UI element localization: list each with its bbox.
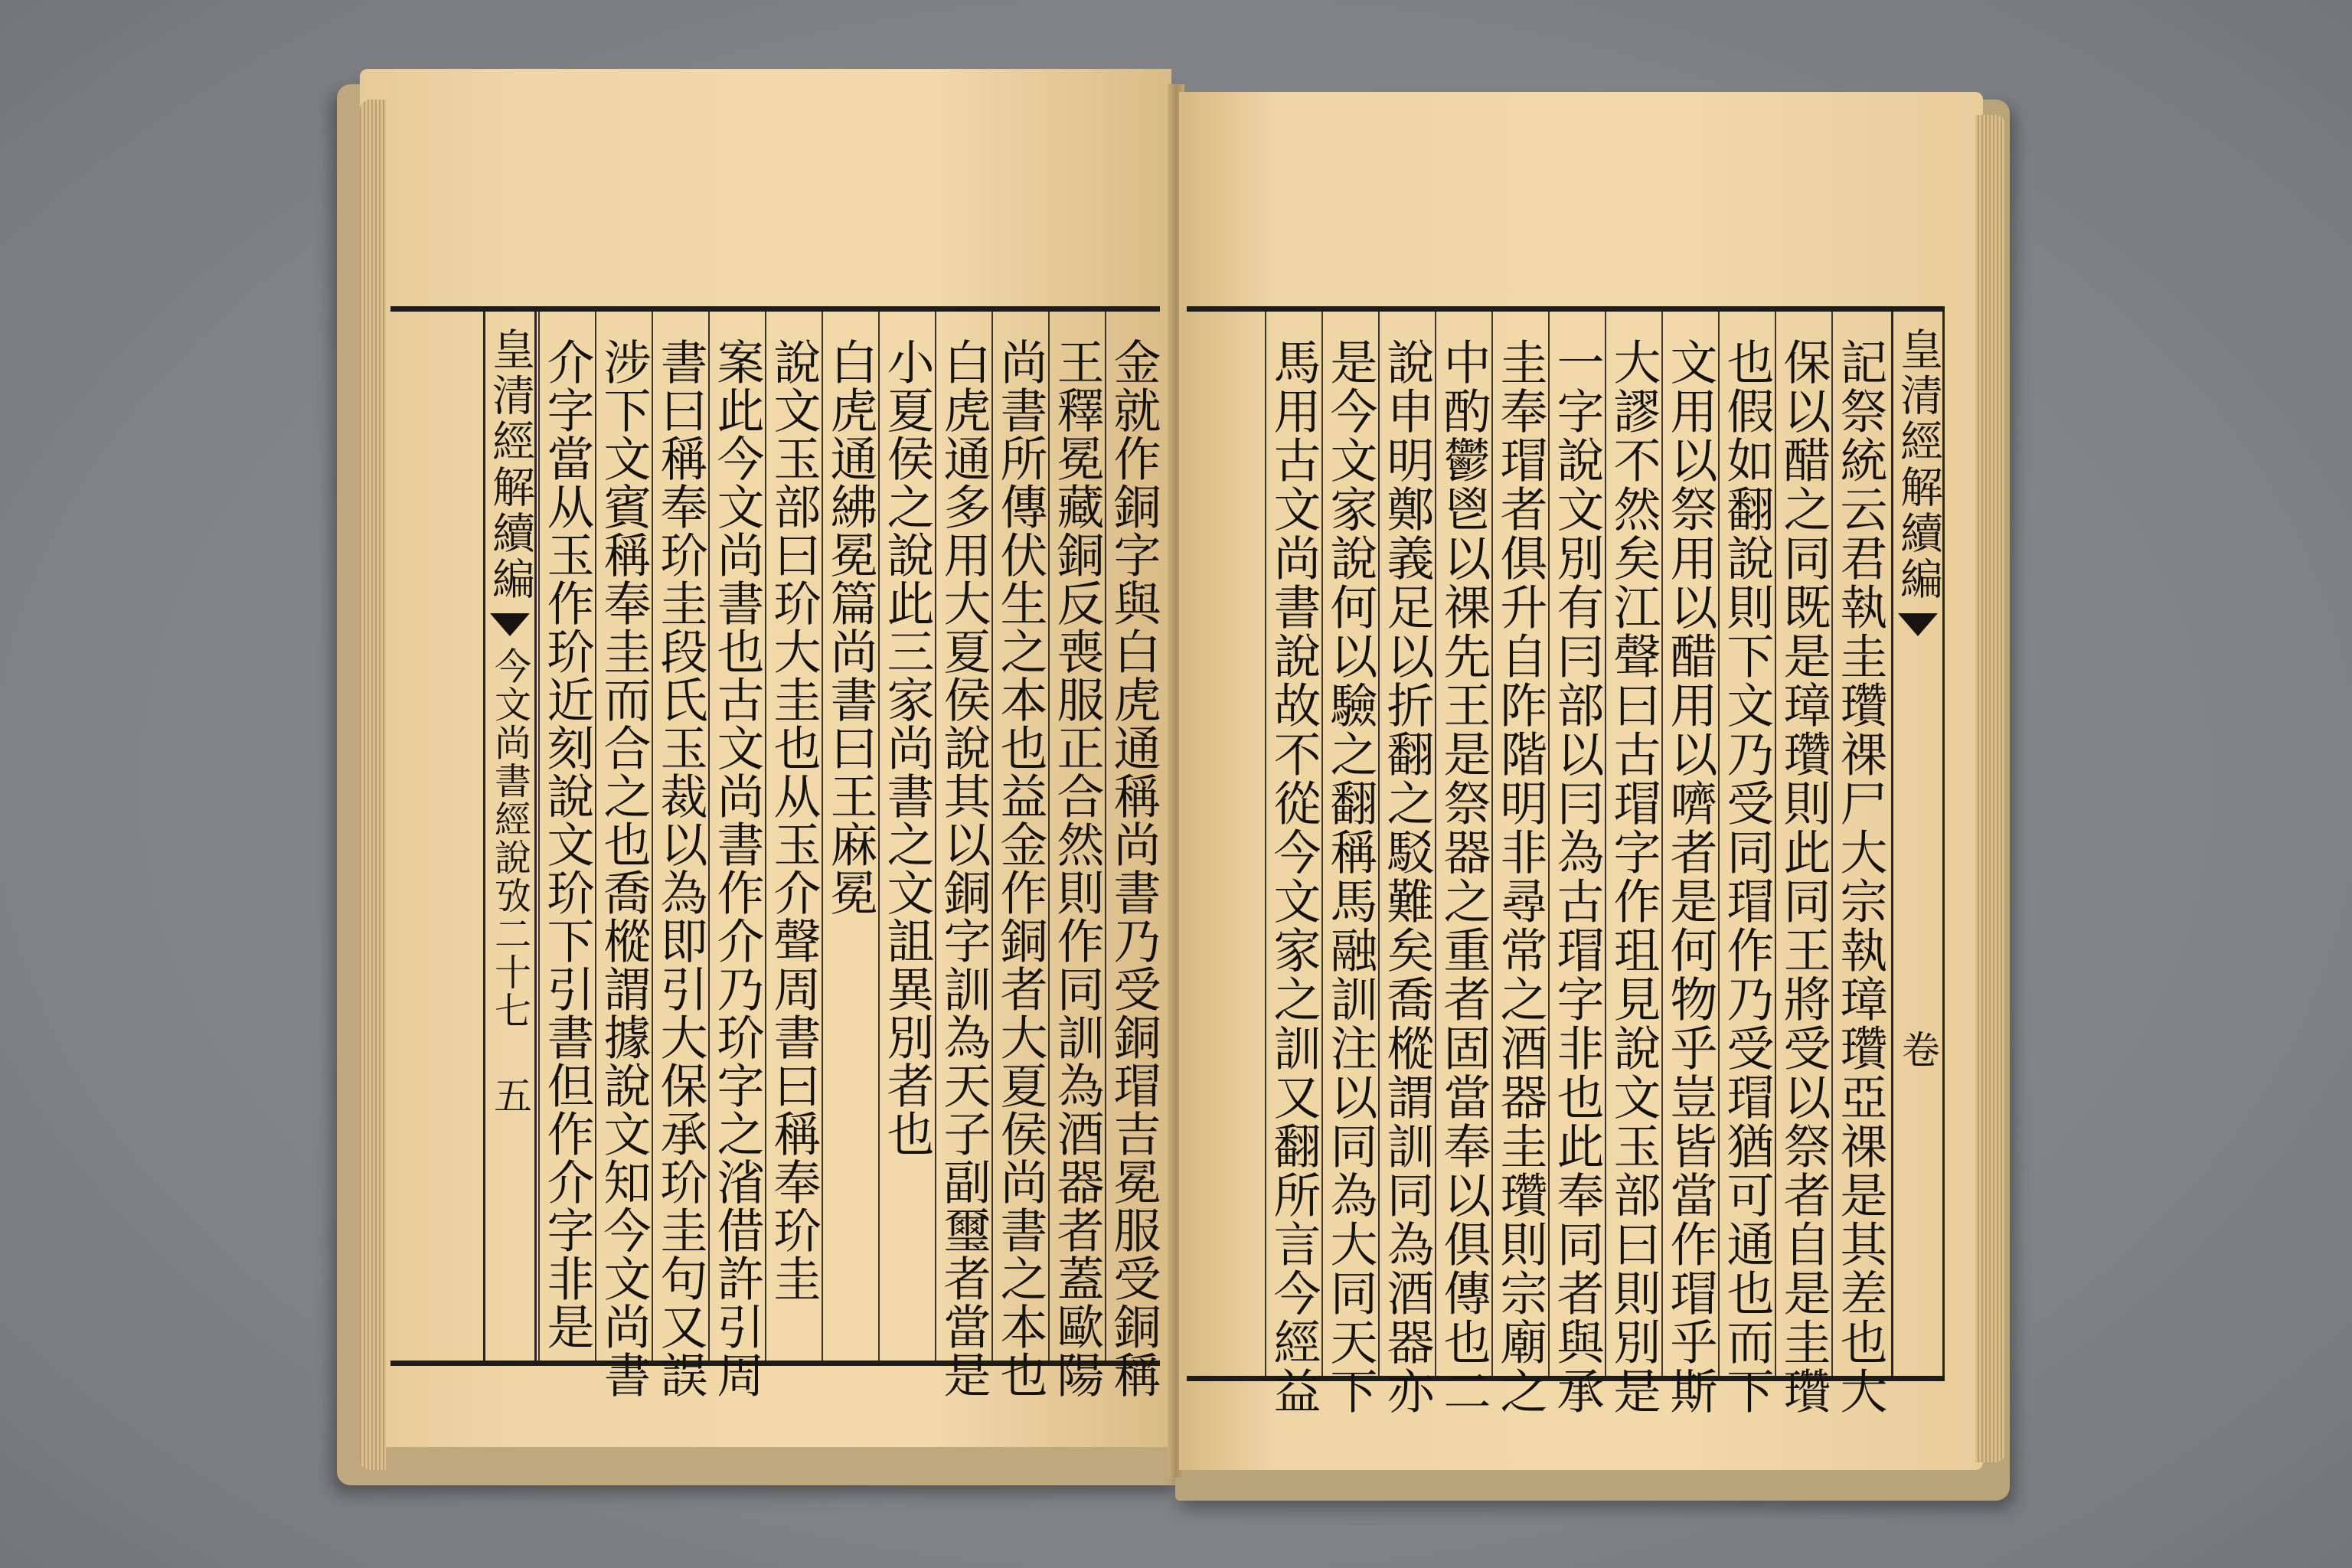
open-book	[337, 69, 2006, 1508]
right-column-9	[1378, 312, 1435, 1416]
left-column-6	[822, 312, 877, 1361]
column-text: 中酌鬱鬯以祼先王是祭器之重者固當奉以俱傳也二	[1436, 338, 1491, 1416]
column-text: 記祭統云君執圭瓚祼尸大宗執璋瓚亞祼是其差也大	[1832, 338, 1888, 1416]
right-column-1	[1831, 312, 1888, 1416]
column-text: 保以醋之同既是璋瓚則此同王將受以祭者自是圭瓚	[1775, 338, 1831, 1416]
column-text: 大謬不然矣江聲曰古瑁字作珇見說文玉部曰則別是	[1606, 338, 1661, 1416]
right-column-10	[1321, 312, 1378, 1416]
column-text: 白虎通紼冕篇尚書曰王麻冕	[822, 338, 878, 916]
banner-title: 皇清經解續編	[485, 327, 535, 603]
column-text: 是今文家說何以驗之翻稱馬融訓注以同為大同天下	[1322, 338, 1378, 1416]
right-column-2	[1775, 312, 1831, 1416]
right-page-banner	[1891, 312, 1945, 1376]
fish-tail-ornament-icon	[1898, 613, 1938, 636]
banner-subtitle: 今文尚書經說攷二十七	[488, 647, 531, 1030]
left-column-11	[538, 312, 593, 1361]
fish-tail-ornament-icon	[490, 613, 530, 636]
right-page-edges	[1975, 115, 2006, 1462]
column-text: 一字說文別有冃部以冃為古瑁字非也此奉同者與承	[1549, 338, 1605, 1416]
left-column-7	[765, 312, 820, 1361]
right-column-11	[1265, 312, 1321, 1416]
column-text: 文用以祭用以醋用以嚌者是何物乎豈皆當作瑁乎斯	[1662, 338, 1718, 1416]
column-text: 涉下文賓稱奉圭而合之也喬樅謂據說文知今文尚書	[596, 338, 652, 1399]
column-text: 也假如翻說則下文乃受同瑁作乃受瑁猶可通也而下	[1719, 338, 1775, 1416]
column-text: 尚書所傳伏生之本也益金作銅者大夏侯尚書之本也	[992, 338, 1048, 1399]
left-page-banner	[483, 312, 537, 1361]
right-column-8	[1435, 312, 1491, 1416]
column-text: 金就作銅字與白虎通稱尚書乃受銅瑁吉冕服受銅稱	[1106, 338, 1161, 1399]
left-text-frame	[390, 306, 1161, 1399]
left-column-3	[991, 312, 1048, 1399]
column-text: 介字當从玉作玠近刻說文玠下引書但作介字非是	[539, 338, 595, 1351]
left-page	[360, 69, 1171, 1447]
column-text: 白虎通多用大夏侯說其以銅字訓為天子副璽者當是	[936, 338, 991, 1399]
column-text: 案此今文尚書也古文尚書作介乃玠字之渻借許引周	[709, 338, 765, 1399]
column-text: 書曰稱奉玠圭段氏玉裁以為即引大保承玠圭句又誤	[652, 338, 708, 1399]
left-column-9	[652, 312, 708, 1399]
right-column-5	[1605, 312, 1661, 1416]
right-column-6	[1548, 312, 1605, 1416]
right-page	[1179, 92, 1983, 1470]
column-text: 小夏侯之說此三家尚書之文詛異別者也	[879, 338, 935, 1158]
left-column-4	[935, 312, 991, 1399]
left-column-8	[708, 312, 765, 1399]
left-column-10	[595, 312, 652, 1399]
banner-title: 皇清經解續編	[1893, 327, 1943, 603]
column-text: 王釋冕藏銅反喪服正合然則作同訓為酒器者蓋歐陽	[1049, 338, 1105, 1399]
column-text: 圭奉瑁者俱升自阼階明非尋常之酒器圭瓚則宗廟之	[1492, 338, 1548, 1416]
right-column-7	[1491, 312, 1548, 1416]
column-text: 說文玉部曰玠大圭也从玉介聲周書曰稱奉玠圭	[766, 338, 822, 1302]
column-text: 說申明鄭義足以折翻之駁難矣喬樅謂訓同為酒器亦	[1379, 338, 1435, 1416]
left-column-1	[1105, 312, 1161, 1399]
column-text: 馬用古文尚書說故不從今文家之訓又翻所言今經益	[1266, 338, 1321, 1416]
left-column-5	[878, 312, 933, 1361]
left-column-2	[1048, 312, 1105, 1399]
folio-number: 五	[488, 1076, 532, 1114]
left-page-edges	[360, 100, 386, 1470]
banner-folio: 卷	[1896, 1030, 1940, 1068]
right-column-3	[1718, 312, 1775, 1416]
right-text-frame	[1187, 306, 1945, 1416]
right-column-4	[1661, 312, 1718, 1416]
